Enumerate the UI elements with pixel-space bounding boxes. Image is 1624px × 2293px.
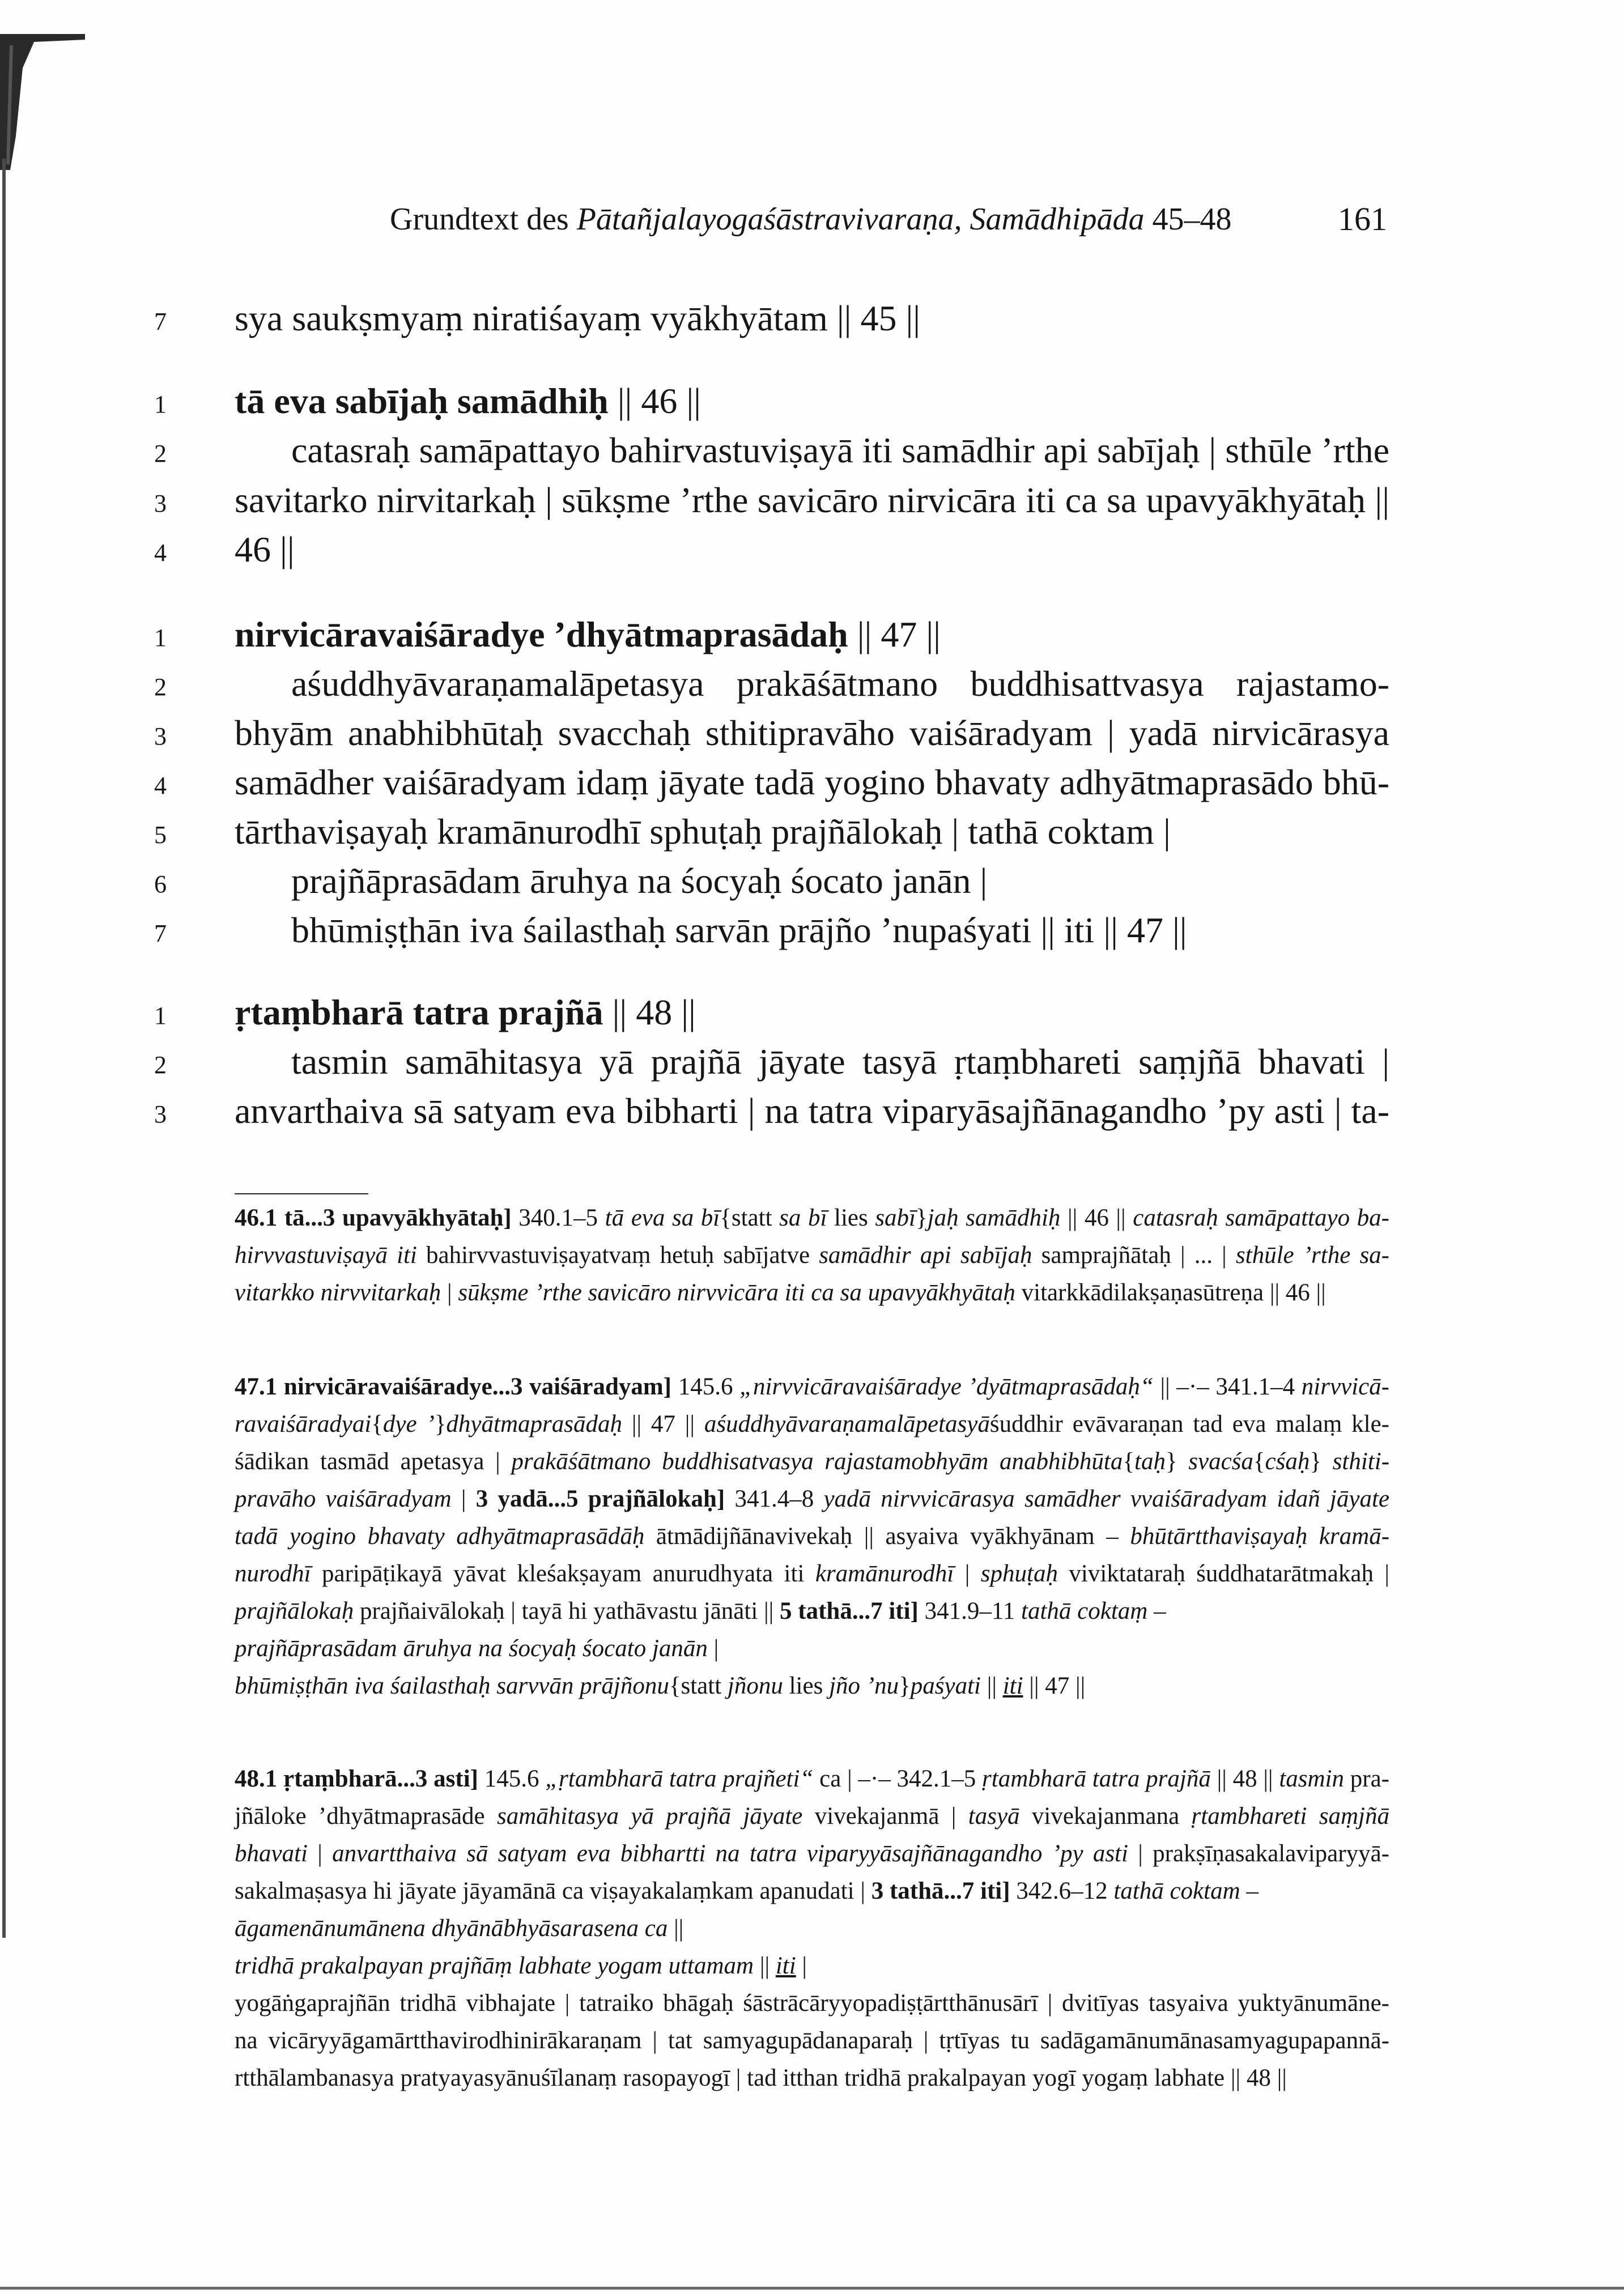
line-number: 1 xyxy=(154,1002,167,1029)
line-number: 2 xyxy=(154,1051,167,1079)
apparatus-segment: prajñāprasādam āruhya na śocyaḥ śocato janān xyxy=(235,1635,708,1662)
apparatus-segment: 342.6–12 xyxy=(1010,1878,1114,1904)
apparatus-segment: śuddhir evāvaraṇan tad eva malaṃ kle- xyxy=(989,1411,1390,1437)
apparatus-segment: rtthālambanasya pratyayasyānuśīlanaṃ rasopayogī | tad itthan tridhā prakalpayan yogī yogaṃ labhate || 48 || xyxy=(235,2065,1287,2091)
apparatus-segment: sthiti- xyxy=(1332,1448,1390,1475)
apparatus-line xyxy=(235,1632,1389,1666)
line-text: 46 || xyxy=(235,529,295,569)
apparatus-segment: tā eva sa bī xyxy=(605,1205,720,1231)
apparatus-line xyxy=(235,1445,1389,1479)
apparatus-segment: 340.1–5 xyxy=(511,1205,605,1231)
apparatus-segment: ṛtambhareti saṃjñā xyxy=(1191,1803,1389,1830)
apparatus-segment: nirvvicā- xyxy=(1301,1373,1389,1400)
apparatus-segment: taḥ xyxy=(1134,1448,1166,1475)
apparatus-segment: tadā yogino bhavaty adhyātmaprasādāḥ xyxy=(235,1523,645,1550)
sutra-number: || 47 || xyxy=(848,614,941,654)
apparatus-segment: bahirvvastuviṣayatvaṃ hetuḥ sabījatve xyxy=(416,1242,819,1269)
apparatus-segment: kramānurodhī xyxy=(815,1560,954,1587)
apparatus-segment: tathā coktam – xyxy=(1113,1878,1259,1904)
apparatus-segment: paripāṭikayā yāvat kleśakṣayam anurudhyata iti xyxy=(311,1560,815,1587)
apparatus-segment: || 47 || xyxy=(622,1411,704,1437)
line-text: catasraḥ samāpattayo bahirvastuviṣayā iti samādhir api sabījaḥ | sthūle ’rthe xyxy=(291,430,1389,470)
line-number: 3 xyxy=(154,490,167,517)
apparatus-segment: { xyxy=(371,1411,383,1437)
apparatus-segment: sabī xyxy=(875,1205,916,1231)
apparatus-segment: catasraḥ samāpattayo ba- xyxy=(1133,1205,1390,1231)
apparatus-segment: } xyxy=(1165,1448,1189,1475)
apparatus-segment: tasmin xyxy=(1279,1766,1344,1792)
apparatus-segment: { xyxy=(1253,1448,1265,1475)
apparatus-segment: yadā nirvvicārasya samādher vvaiśāradyam idañ jāyate xyxy=(823,1486,1389,1512)
line-number: 7 xyxy=(154,920,167,947)
apparatus-segment: | xyxy=(441,1279,458,1306)
apparatus-segment: || xyxy=(754,1952,776,1979)
apparatus-segment: jño ’nu xyxy=(829,1673,899,1699)
apparatus-segment: 48.1 ṛtaṃbharā...3 asti] xyxy=(235,1766,478,1792)
apparatus-line xyxy=(235,1407,1389,1441)
apparatus-segment: iti xyxy=(775,1952,796,1979)
binding-shadow xyxy=(0,34,91,170)
running-header xyxy=(390,199,1387,239)
apparatus-segment: hirvvastuviṣayā iti xyxy=(235,1242,417,1269)
apparatus-segment: svacśa xyxy=(1188,1448,1253,1475)
apparatus-segment: yogāṅgaprajñān tridhā vibhajate | tatraiko bhāgaḥ śāstrācāryyopadiṣṭārtthānusārī | dvitīyas tasyaiva yuktyānumāne- xyxy=(235,1990,1389,2017)
apparatus-segment: samprajñātaḥ | ... | xyxy=(1032,1242,1236,1269)
line-text: tasmin samāhitasya yā prajñā jāyate tasyā ṛtaṃbhareti saṃjñā bhavati | xyxy=(291,1041,1389,1082)
apparatus-segment: | xyxy=(796,1952,807,1979)
apparatus-line xyxy=(235,1912,1389,1946)
apparatus-segment: ravaiśāradyai xyxy=(235,1411,372,1437)
apparatus-segment: pravāho vaiśāradyam xyxy=(235,1486,452,1512)
apparatus-line xyxy=(235,1837,1389,1871)
apparatus-line xyxy=(235,1482,1389,1516)
apparatus-segment: sūkṣme ’rthe savicāro nirvvicāra iti ca sa upavyākhyātaḥ xyxy=(458,1279,1015,1306)
apparatus-segment: tridhā prakalpayan prajñāṃ labhate yogam uttamam xyxy=(235,1952,754,1979)
apparatus-segment: nurodhī xyxy=(235,1560,311,1587)
apparatus-segment: sphuṭaḥ xyxy=(980,1560,1058,1587)
sutra-number: || 46 || xyxy=(608,381,701,421)
apparatus-segment: pra- xyxy=(1344,1766,1389,1792)
apparatus-segment: bhūmiṣṭhān iva śailasthaḥ sarvvān prājñonu xyxy=(235,1673,669,1699)
apparatus-segment: cśaḥ xyxy=(1265,1448,1310,1475)
apparatus-segment: lies xyxy=(783,1673,830,1699)
sutra-48: ṛtaṃbharā tatra prajñā xyxy=(235,992,603,1032)
apparatus-segment: samāhitasya yā prajñā jāyate xyxy=(496,1803,803,1830)
apparatus-segment: || –·– 341.1–4 xyxy=(1153,1373,1302,1400)
line-number: 5 xyxy=(154,821,167,849)
scan-left-edge xyxy=(2,159,6,1938)
line-number: 6 xyxy=(154,870,167,898)
line-number: 1 xyxy=(154,624,167,652)
apparatus-segment: prajñālokaḥ xyxy=(235,1598,354,1624)
apparatus-segment: samādhir api sabījaḥ xyxy=(819,1242,1032,1269)
apparatus-segment: sakalmaṣasya hi jāyate jāyamānā ca viṣayakalaṃkam apanudati | xyxy=(235,1878,871,1904)
apparatus-line xyxy=(235,1239,1389,1273)
apparatus-segment: tathā coktaṃ – xyxy=(1021,1598,1166,1624)
apparatus-line xyxy=(235,1669,1389,1703)
apparatus-line xyxy=(235,2061,1389,2095)
apparatus-segment: {statt xyxy=(720,1205,780,1231)
apparatus-line xyxy=(235,1370,1389,1404)
apparatus-segment: jñonu xyxy=(727,1673,783,1699)
line-number: 1 xyxy=(154,390,167,418)
apparatus-segment: vivekajanmā | xyxy=(802,1803,968,1830)
line-text: aśuddhyāvaraṇamalāpetasya prakāśātmano buddhisattvasya rajastamo- xyxy=(291,663,1389,704)
apparatus-segment: dye ’ xyxy=(382,1411,435,1437)
apparatus-segment: sthūle ’rthe sa- xyxy=(1235,1242,1390,1269)
apparatus-segment: 3 tathā...7 iti] xyxy=(871,1878,1010,1904)
header-title-work: Pātañjalayogaśāstravivaraṇa, Samādhipāda xyxy=(576,202,1145,237)
apparatus-segment: | xyxy=(954,1560,981,1587)
apparatus-segment: vitarkko nirvvitarkaḥ xyxy=(235,1279,441,1306)
apparatus-segment: 5 tathā...7 iti] xyxy=(780,1598,919,1624)
line-text: bhyām anabhibhūtaḥ svacchaḥ sthitipravāho vaiśāradyam | yadā nirvicārasya xyxy=(235,713,1389,753)
apparatus-line xyxy=(235,1201,1389,1235)
apparatus-segment: bhūtārtthaviṣayaḥ kramā- xyxy=(1130,1523,1390,1550)
sutra-46: tā eva sabījaḥ samādhiḥ xyxy=(235,381,609,421)
apparatus-segment: tasyā xyxy=(968,1803,1020,1830)
line-text: tārthaviṣayaḥ kramānurodhī sphuṭaḥ prajñālokaḥ | tathā coktam | xyxy=(235,811,1171,852)
apparatus-line xyxy=(235,1874,1389,1908)
header-title-prefix: Grundtext des xyxy=(390,202,577,237)
header-title-suffix: 45–48 xyxy=(1144,202,1232,237)
line-text: prajñāprasādam āruhya na śocyaḥ śocato janān | xyxy=(291,861,988,901)
apparatus-segment: ca | –·– 342.1–5 xyxy=(813,1766,983,1792)
apparatus-segment: na vicāryyāgamārtthavirodhinirākaraṇam | tat samyagupādanaparaḥ | tṛtīyas tu sadāgamānumānasamyagupapannā- xyxy=(235,2027,1389,2054)
apparatus-segment: iti xyxy=(1002,1673,1023,1699)
line-text: sya saukṣmyaṃ niratiśayaṃ vyākhyātam || 45 || xyxy=(235,298,921,338)
line-text: samādher vaiśāradyam idaṃ jāyate tadā yogino bhavaty adhyātmaprasādo bhū- xyxy=(235,762,1389,802)
apparatus-segment: || 48 || xyxy=(1210,1766,1279,1792)
apparatus-segment: lies xyxy=(827,1205,875,1231)
line-number: 2 xyxy=(154,673,167,701)
apparatus-segment: } xyxy=(1310,1448,1333,1475)
line-text: savitarko nirvitarkaḥ | sūkṣme ’rthe savicāro nirvicāra iti ca sa upavyākhyātaḥ || xyxy=(235,480,1389,520)
apparatus-segment: { xyxy=(1123,1448,1135,1475)
apparatus-segment: 145.6 xyxy=(671,1373,740,1400)
page-number: 161 xyxy=(1338,201,1387,237)
line-number: 4 xyxy=(154,772,167,799)
apparatus-segment: anvartthaiva sā satyam eva bibhartti na tatra viparyyāsajñānagandho ’py asti xyxy=(332,1840,1128,1867)
line-text: anvarthaiva sā satyam eva bibharti | na tatra viparyāsajñānagandho ’py asti | ta- xyxy=(235,1091,1389,1131)
line-number: 3 xyxy=(154,1100,167,1128)
apparatus-segment: dhyātmaprasādaḥ xyxy=(446,1411,622,1437)
apparatus-segment: vitarkkādilakṣaṇasūtreṇa || 46 || xyxy=(1015,1279,1326,1306)
sutra-number: || 48 || xyxy=(603,992,696,1032)
footnote-rule xyxy=(235,1193,368,1194)
apparatus-segment: || xyxy=(980,1673,1003,1699)
apparatus-segment: | xyxy=(307,1840,333,1867)
apparatus-segment: } xyxy=(916,1205,928,1231)
apparatus-segment: vivekajanmana xyxy=(1019,1803,1192,1830)
apparatus-segment: prakāśātmano buddhisatvasya rajastamobhyām anabhibhūta xyxy=(511,1448,1123,1475)
scan-bottom-edge xyxy=(0,2287,1624,2290)
line-number: 2 xyxy=(154,440,167,467)
apparatus-segment: | prakṣīṇasakalaviparyyā- xyxy=(1128,1840,1389,1867)
apparatus-segment: aśuddhyāvaraṇamalāpetasyā xyxy=(704,1411,990,1437)
apparatus-segment: 46.1 tā...3 upavyākhyātaḥ] xyxy=(235,1205,512,1231)
apparatus-segment: | xyxy=(451,1486,476,1512)
apparatus-line xyxy=(235,1762,1389,1796)
apparatus-segment: jaḥ samādhiḥ xyxy=(927,1205,1061,1231)
apparatus-segment: viviktataraḥ śuddhatarātmakaḥ | xyxy=(1057,1560,1390,1587)
apparatus-segment: || 47 || xyxy=(1023,1673,1086,1699)
line-number: 3 xyxy=(154,722,167,750)
apparatus-segment: „nirvvicāravaiśāradye ’dyātmaprasādaḥ“ xyxy=(739,1373,1154,1400)
apparatus-line xyxy=(235,1557,1389,1591)
apparatus-segment: || xyxy=(668,1915,684,1942)
apparatus-segment: 47.1 nirvicāravaiśāradye...3 vaiśāradyam] xyxy=(235,1373,672,1400)
line-number: 4 xyxy=(154,539,167,567)
line-number: 7 xyxy=(154,308,167,335)
apparatus-line xyxy=(235,1949,1389,1983)
apparatus-line xyxy=(235,1986,1389,2020)
apparatus-segment: āgamenānumānena dhyānābhyāsarasena ca xyxy=(235,1915,668,1942)
apparatus-segment: jñāloke ’dhyātmaprasāde xyxy=(235,1803,497,1830)
apparatus-segment: | xyxy=(707,1635,719,1662)
apparatus-segment: 341.4–8 xyxy=(725,1486,824,1512)
apparatus-line xyxy=(235,2024,1389,2058)
apparatus-segment: „ṛtambharā tatra prajñeti“ xyxy=(545,1766,814,1792)
apparatus-segment: ṛtambharā tatra prajñā xyxy=(982,1766,1211,1792)
apparatus-segment: śādikan tasmād apetasya | xyxy=(235,1448,512,1475)
apparatus-segment: 145.6 xyxy=(478,1766,546,1792)
apparatus-segment: 3 yadā...5 prajñālokaḥ] xyxy=(475,1486,725,1512)
apparatus-segment: paśyati xyxy=(910,1673,981,1699)
apparatus-segment: ātmādijñānavivekaḥ || asyaiva vyākhyānam – xyxy=(644,1523,1130,1550)
apparatus-line xyxy=(235,1594,1389,1628)
apparatus-line xyxy=(235,1799,1389,1833)
line-text: bhūmiṣṭhān iva śailasthaḥ sarvān prājño ’nupaśyati || iti || 47 || xyxy=(291,910,1187,950)
apparatus-segment: || 46 || xyxy=(1060,1205,1133,1231)
apparatus-segment: prajñaivālokaḥ | tayā hi yathāvastu jānāti || xyxy=(354,1598,780,1624)
apparatus-segment: } xyxy=(434,1411,447,1437)
apparatus-segment: } xyxy=(899,1673,911,1699)
apparatus-segment: {statt xyxy=(669,1673,728,1699)
apparatus-line xyxy=(235,1276,1389,1310)
apparatus-segment: sa bī xyxy=(779,1205,827,1231)
apparatus-line xyxy=(235,1520,1389,1554)
apparatus-segment: 341.9–11 xyxy=(918,1598,1022,1624)
sutra-47: nirvicāravaiśāradye ’dhyātmaprasādaḥ xyxy=(235,614,848,654)
apparatus-segment: bhavati xyxy=(235,1840,308,1867)
